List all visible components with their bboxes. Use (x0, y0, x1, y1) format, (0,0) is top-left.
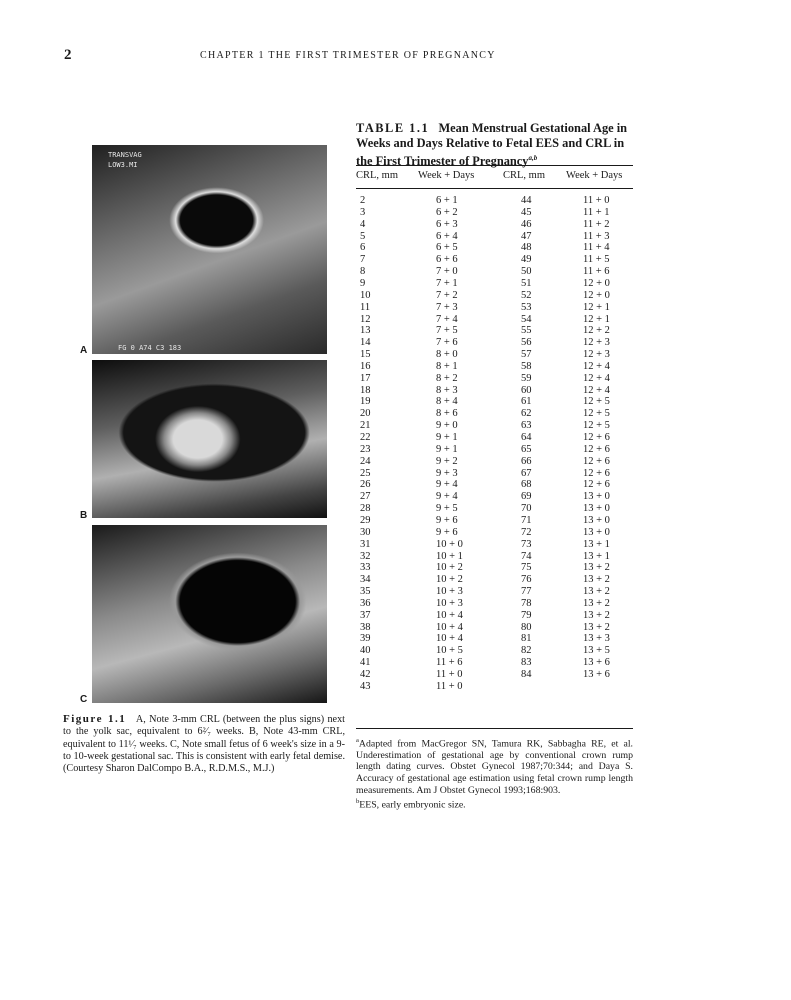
cell-crl-right: 65 (521, 443, 532, 455)
table-row (356, 314, 633, 326)
table-row (356, 562, 633, 574)
cell-crl-left: 18 (360, 384, 371, 396)
cell-crl-left: 16 (360, 360, 371, 372)
cell-age-left: 9 + 1 (436, 443, 458, 455)
cell-age-right: 13 + 2 (583, 586, 610, 598)
cell-crl-right: 76 (521, 574, 532, 586)
cell-age-left: 10 + 4 (436, 621, 463, 633)
cell-crl-right: 71 (521, 514, 532, 526)
footnote-b-mark: b (356, 798, 360, 806)
cell-crl-left: 22 (360, 432, 371, 443)
table-row (356, 349, 633, 361)
cell-age-left: 6 + 1 (436, 195, 458, 206)
cell-age-left: 7 + 4 (436, 313, 458, 325)
table-row (356, 266, 633, 278)
table-row (356, 242, 633, 254)
cell-crl-left: 9 (360, 277, 366, 289)
ultrasound-image-b (92, 360, 327, 518)
table-row (356, 503, 633, 515)
table-header-rule (356, 188, 633, 189)
cell-crl-left: 11 (360, 301, 371, 313)
cell-crl-left: 12 (360, 313, 371, 325)
cell-crl-left: 6 (360, 242, 366, 254)
cell-age-right: 12 + 0 (583, 289, 610, 301)
cell-age-right: 11 + 2 (583, 218, 610, 230)
table-row (356, 432, 633, 444)
table-row (356, 385, 633, 397)
cell-crl-right: 56 (521, 337, 532, 349)
table-row (356, 574, 633, 586)
table-row (356, 491, 633, 503)
running-header (64, 49, 724, 65)
cell-age-left: 9 + 1 (436, 432, 458, 443)
cell-crl-right: 61 (521, 396, 532, 408)
cell-age-left: 11 + 0 (436, 680, 463, 692)
cell-crl-right: 80 (521, 621, 532, 633)
cell-crl-left: 7 (360, 254, 366, 266)
cell-crl-right: 55 (521, 325, 532, 337)
cell-age-right: 12 + 0 (583, 277, 610, 289)
cell-crl-right: 73 (521, 538, 532, 550)
table-row (356, 408, 633, 420)
cell-age-left: 10 + 4 (436, 633, 463, 645)
cell-age-right: 13 + 0 (583, 514, 610, 526)
table-top-rule (356, 165, 633, 166)
cell-crl-right: 68 (521, 479, 532, 491)
cell-crl-right: 84 (521, 669, 532, 680)
col-header-crl-1: CRL, mm (356, 170, 399, 181)
table-row (356, 207, 633, 219)
table-row (356, 420, 633, 432)
cell-crl-right: 70 (521, 503, 532, 515)
cell-age-right: 11 + 3 (583, 230, 610, 242)
cell-age-left: 10 + 3 (436, 597, 463, 609)
cell-age-left: 10 + 2 (436, 574, 463, 586)
running-head-title: CHAPTER 1 THE FIRST TRIMESTER OF PREGNANCY (200, 50, 496, 61)
cell-age-right: 12 + 6 (583, 455, 610, 467)
figure-caption-text: A, Note 3-mm CRL (between the plus signs) next to the yolk sac, equivalent to 6²⁄₇ weeks. B, Note 43-mm CRL, equivalent to 11¹⁄₇ weeks. C, Note small fetus of 6 week's size in a 9- to 10-week gestational sac. This is consistent with early fetal demise. (Courtesy Sharon DalCompo B.A., R.D.M.S., M.J.) (63, 714, 346, 775)
cell-crl-left: 27 (360, 491, 371, 503)
cell-crl-right: 67 (521, 467, 532, 479)
cell-age-right: 13 + 6 (583, 657, 610, 669)
table-header-row (356, 170, 633, 184)
figure-caption (63, 713, 345, 775)
cell-crl-right: 58 (521, 360, 532, 372)
cell-age-left: 8 + 2 (436, 372, 458, 384)
table-row (356, 444, 633, 456)
figure-label: Figure 1.1 (63, 713, 127, 725)
cell-age-left: 9 + 3 (436, 467, 458, 479)
cell-age-right: 13 + 2 (583, 574, 610, 586)
table-row (356, 622, 633, 634)
cell-age-left: 8 + 1 (436, 360, 458, 372)
cell-age-right: 13 + 2 (583, 562, 610, 574)
cell-age-left: 7 + 5 (436, 325, 458, 337)
cell-age-right: 12 + 4 (583, 360, 610, 372)
footnote-b (356, 796, 633, 811)
table-row (356, 373, 633, 385)
cell-age-right: 11 + 5 (583, 254, 610, 266)
cell-age-left: 10 + 4 (436, 609, 463, 621)
table-row (356, 195, 633, 207)
overlay-text-a1: TRANSVAG (108, 151, 142, 159)
table-row (356, 231, 633, 243)
cell-crl-left: 35 (360, 586, 371, 598)
table-row (356, 325, 633, 337)
table-row (356, 479, 633, 491)
cell-crl-left: 21 (360, 420, 371, 432)
cell-age-left: 8 + 0 (436, 349, 458, 361)
cell-age-right: 11 + 1 (583, 206, 610, 218)
cell-age-left: 9 + 6 (436, 526, 458, 538)
cell-crl-right: 51 (521, 277, 532, 289)
table-number: TABLE 1.1 (356, 121, 430, 135)
cell-age-right: 11 + 4 (583, 242, 610, 254)
cell-age-right: 12 + 1 (583, 301, 610, 313)
cell-crl-left: 10 (360, 289, 371, 301)
cell-crl-left: 29 (360, 514, 371, 526)
cell-crl-right: 50 (521, 266, 532, 278)
cell-age-left: 9 + 2 (436, 455, 458, 467)
cell-age-left: 10 + 2 (436, 562, 463, 574)
cell-crl-right: 79 (521, 609, 532, 621)
table-row (356, 468, 633, 480)
cell-age-right: 11 + 0 (583, 195, 610, 206)
cell-crl-left: 40 (360, 645, 371, 657)
cell-age-right: 13 + 0 (583, 491, 610, 503)
col-header-week-1: Week + Days (418, 170, 475, 181)
cell-crl-right: 49 (521, 254, 532, 266)
cell-age-left: 8 + 4 (436, 396, 458, 408)
cell-crl-left: 24 (360, 455, 371, 467)
cell-age-left: 7 + 2 (436, 289, 458, 301)
cell-crl-left: 8 (360, 266, 366, 278)
cell-crl-right: 77 (521, 586, 532, 598)
cell-crl-right: 82 (521, 645, 532, 657)
cell-crl-right: 62 (521, 408, 532, 420)
cell-age-left: 6 + 3 (436, 218, 458, 230)
table-row (356, 219, 633, 231)
cell-crl-left: 38 (360, 621, 371, 633)
table-row (356, 645, 633, 657)
cell-crl-left: 17 (360, 372, 371, 384)
cell-crl-right: 44 (521, 195, 532, 206)
cell-age-left: 7 + 1 (436, 277, 458, 289)
cell-crl-left: 36 (360, 597, 371, 609)
cell-crl-right: 75 (521, 562, 532, 574)
cell-age-left: 11 + 6 (436, 657, 463, 669)
cell-age-left: 7 + 0 (436, 266, 458, 278)
table-row (356, 657, 633, 669)
footnote-a-text: Adapted from MacGregor SN, Tamura RK, Sabbagha RE, et al. Underestimation of gestational age by conventional crown rump length dating curves. Obstet Gynecol 1987;70:344; and Daya S. Accuracy of gestational age estimation using fetal crown rump length measurements. Am J Obstet Gynecol 1993;168:903. (356, 738, 633, 796)
panel-label-c: C (80, 694, 88, 705)
table-bottom-rule (356, 728, 633, 729)
cell-crl-left: 14 (360, 337, 371, 349)
cell-crl-right: 66 (521, 455, 532, 467)
table-row (356, 527, 633, 539)
cell-age-left: 6 + 2 (436, 206, 458, 218)
cell-crl-right: 83 (521, 657, 532, 669)
cell-crl-right: 52 (521, 289, 532, 301)
cell-age-right: 12 + 3 (583, 337, 610, 349)
cell-age-right: 13 + 2 (583, 609, 610, 621)
cell-crl-right: 47 (521, 230, 532, 242)
cell-age-left: 9 + 0 (436, 420, 458, 432)
cell-age-left: 8 + 6 (436, 408, 458, 420)
cell-crl-left: 4 (360, 218, 366, 230)
cell-crl-left: 41 (360, 657, 371, 669)
cell-crl-right: 69 (521, 491, 532, 503)
cell-crl-left: 31 (360, 538, 371, 550)
cell-age-right: 11 + 6 (583, 266, 610, 278)
table-title-sup: a,b (528, 154, 538, 163)
cell-crl-right: 48 (521, 242, 532, 254)
cell-age-left: 10 + 0 (436, 538, 463, 550)
table-row (356, 669, 633, 681)
table-title (356, 121, 636, 170)
cell-crl-right: 59 (521, 372, 532, 384)
cell-age-right: 13 + 0 (583, 526, 610, 538)
cell-age-right: 12 + 5 (583, 396, 610, 408)
cell-crl-left: 25 (360, 467, 371, 479)
cell-crl-right: 63 (521, 420, 532, 432)
cell-crl-right: 60 (521, 384, 532, 396)
cell-crl-left: 20 (360, 408, 371, 420)
cell-age-left: 6 + 6 (436, 254, 458, 266)
cell-crl-right: 72 (521, 526, 532, 538)
cell-age-left: 10 + 5 (436, 645, 463, 657)
cell-crl-left: 5 (360, 230, 366, 242)
table-row (356, 396, 633, 408)
col-header-crl-2: CRL, mm (503, 170, 546, 181)
cell-crl-left: 34 (360, 574, 371, 586)
cell-crl-right: 45 (521, 206, 532, 218)
cell-crl-left: 2 (360, 195, 366, 206)
cell-age-right: 12 + 5 (583, 420, 610, 432)
cell-age-left: 6 + 5 (436, 242, 458, 254)
cell-age-right: 13 + 1 (583, 550, 610, 562)
table-row (356, 302, 633, 314)
cell-age-right: 12 + 6 (583, 432, 610, 443)
ultrasound-image-a (92, 145, 327, 354)
table-row (356, 610, 633, 622)
cell-crl-left: 33 (360, 562, 371, 574)
cell-crl-left: 26 (360, 479, 371, 491)
cell-crl-right: 64 (521, 432, 532, 443)
ultrasound-image-c (92, 525, 327, 703)
cell-crl-right: 81 (521, 633, 532, 645)
table-row (356, 539, 633, 551)
cell-age-left: 10 + 3 (436, 586, 463, 598)
table-title-text: Mean Menstrual Gestational Age in Weeks and Days Relative to Fetal EES and CRL in the First Trimester of Pregnancy (356, 121, 628, 169)
table-row (356, 361, 633, 373)
table-row (356, 515, 633, 527)
cell-age-right: 13 + 3 (583, 633, 610, 645)
cell-crl-left: 42 (360, 669, 371, 680)
cell-age-right: 12 + 2 (583, 325, 610, 337)
table-row (356, 254, 633, 266)
page-number: 2 (64, 47, 72, 63)
cell-age-right: 12 + 5 (583, 408, 610, 420)
cell-age-right: 13 + 2 (583, 597, 610, 609)
table-row (356, 586, 633, 598)
cell-crl-left: 3 (360, 206, 366, 218)
cell-age-right: 13 + 6 (583, 669, 610, 680)
cell-crl-right: 46 (521, 218, 532, 230)
cell-age-right: 13 + 2 (583, 621, 610, 633)
cell-age-right: 12 + 1 (583, 313, 610, 325)
cell-crl-right: 54 (521, 313, 532, 325)
panel-label-a: A (80, 345, 88, 356)
cell-age-left: 9 + 4 (436, 479, 458, 491)
footnote-a-mark: a (356, 737, 359, 744)
cell-crl-right: 78 (521, 597, 532, 609)
table-row (356, 551, 633, 563)
overlay-text-a2: LOW3.MI (108, 161, 138, 169)
footnote-b-text: EES, early embryonic size. (359, 799, 466, 811)
cell-crl-right: 53 (521, 301, 532, 313)
table-row (356, 633, 633, 645)
table-row (356, 278, 633, 290)
table-row (356, 337, 633, 349)
cell-age-right: 12 + 4 (583, 384, 610, 396)
cell-age-left: 6 + 4 (436, 230, 458, 242)
cell-crl-left: 32 (360, 550, 371, 562)
cell-age-left: 9 + 6 (436, 514, 458, 526)
cell-crl-right: 74 (521, 550, 532, 562)
cell-age-left: 10 + 1 (436, 550, 463, 562)
cell-age-left: 9 + 5 (436, 503, 458, 515)
cell-age-left: 11 + 0 (436, 669, 463, 680)
table-footnotes (356, 735, 633, 811)
footnote-a (356, 735, 633, 796)
cell-crl-right: 57 (521, 349, 532, 361)
table-row (356, 598, 633, 610)
cell-age-left: 7 + 3 (436, 301, 458, 313)
cell-crl-left: 19 (360, 396, 371, 408)
cell-crl-left: 30 (360, 526, 371, 538)
cell-age-right: 12 + 6 (583, 479, 610, 491)
cell-age-right: 12 + 4 (583, 372, 610, 384)
table-row (356, 681, 633, 693)
cell-crl-left: 43 (360, 680, 371, 692)
table-row (356, 456, 633, 468)
overlay-text-a3: FG 0 A74 C3 183 (118, 344, 182, 352)
cell-age-right: 12 + 6 (583, 443, 610, 455)
cell-crl-left: 37 (360, 609, 371, 621)
cell-age-left: 8 + 3 (436, 384, 458, 396)
cell-age-left: 7 + 6 (436, 337, 458, 349)
col-header-week-2: Week + Days (566, 170, 623, 181)
cell-crl-left: 23 (360, 443, 371, 455)
cell-crl-left: 13 (360, 325, 371, 337)
cell-crl-left: 28 (360, 503, 371, 515)
cell-age-right: 13 + 0 (583, 503, 610, 515)
cell-age-right: 13 + 5 (583, 645, 610, 657)
cell-crl-left: 39 (360, 633, 371, 645)
cell-crl-left: 15 (360, 349, 371, 361)
table-row (356, 290, 633, 302)
cell-age-right: 12 + 6 (583, 467, 610, 479)
cell-age-right: 12 + 3 (583, 349, 610, 361)
cell-age-left: 9 + 4 (436, 491, 458, 503)
panel-label-b: B (80, 510, 88, 521)
cell-age-right: 13 + 1 (583, 538, 610, 550)
